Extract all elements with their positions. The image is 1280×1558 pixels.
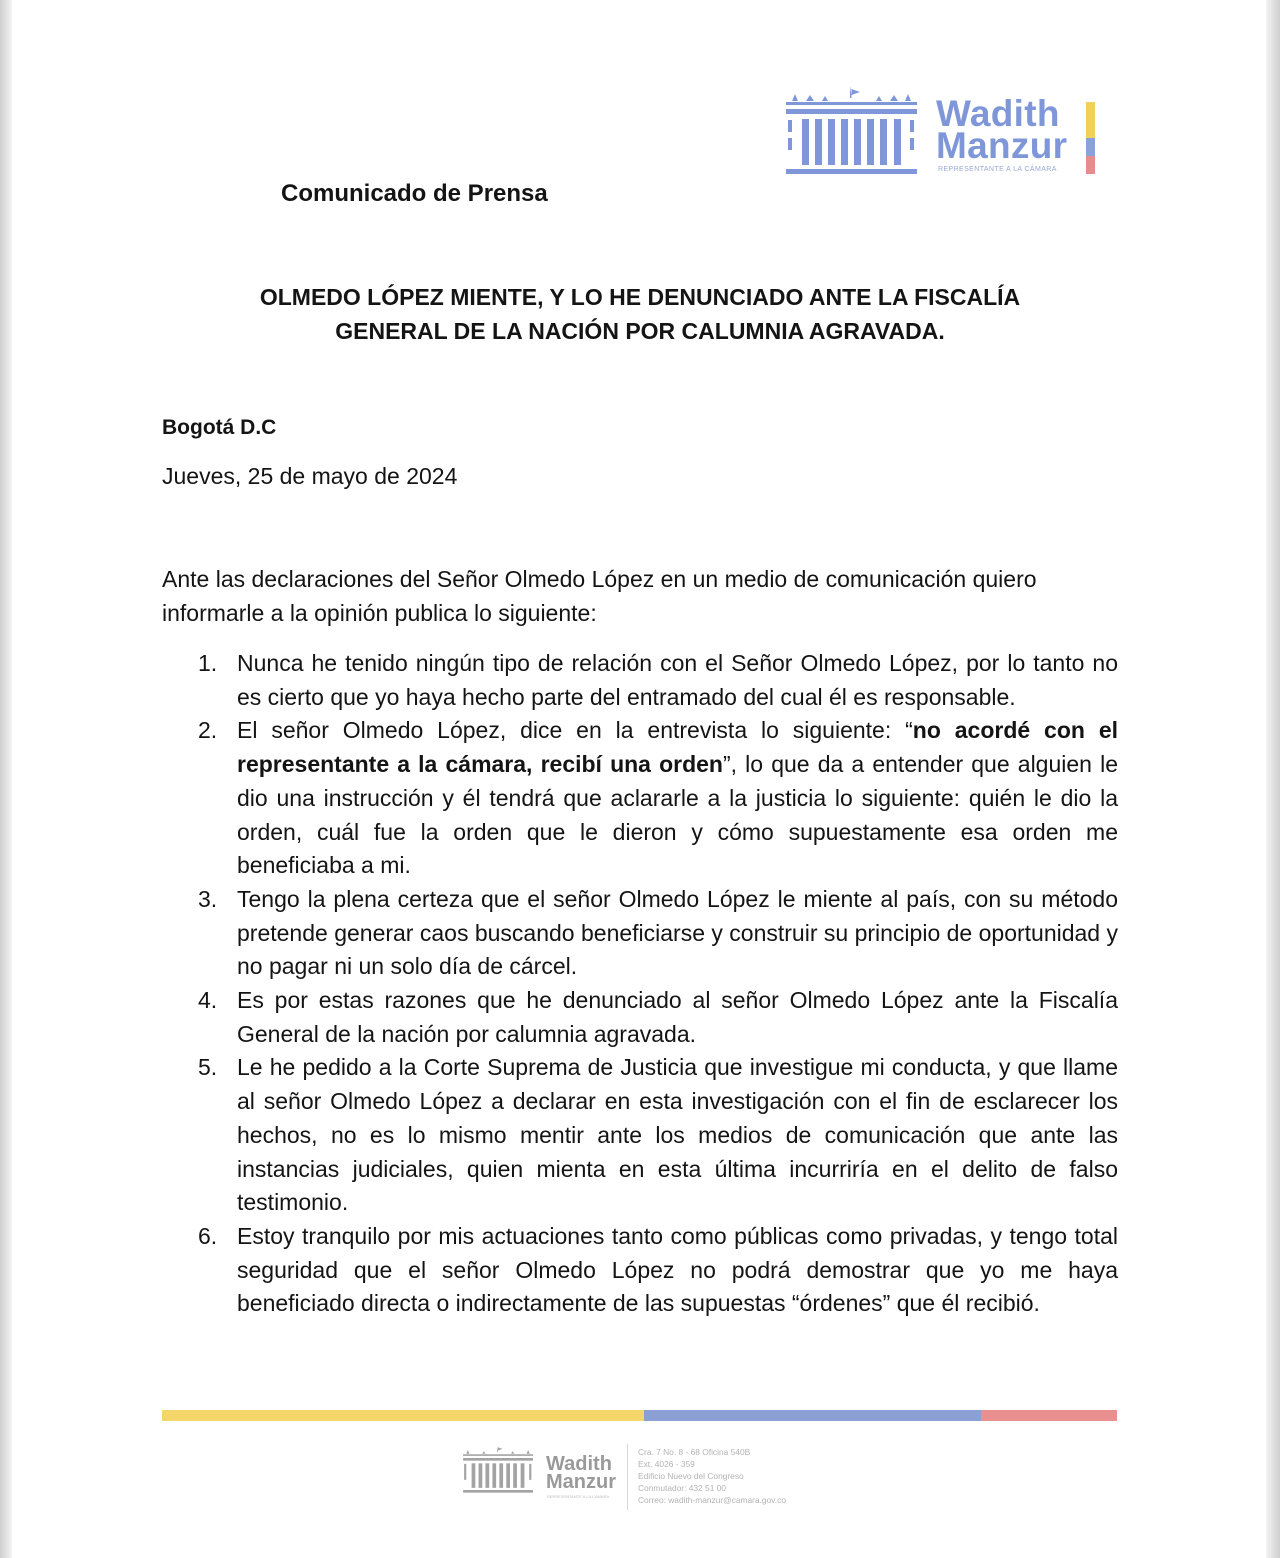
congress-building-icon <box>462 1442 534 1498</box>
points-list <box>162 647 1118 1321</box>
footer-brand-subtitle: REPRESENTANTE A LA CÁMARA <box>547 1494 610 1499</box>
brand-name-line1: Wadith <box>936 93 1060 134</box>
contact-email: Correo: wadith-manzur@camara.gov.co <box>638 1495 786 1506</box>
contact-phone: Conmutador: 432 51 00 <box>638 1483 726 1494</box>
list-item <box>162 647 1118 714</box>
header-logo <box>784 84 1104 184</box>
list-number: 3. <box>198 885 218 912</box>
flag-bar <box>1086 102 1095 174</box>
list-text-after: ”, lo que da a entender que alguien le dio una instrucción y él tendrá que aclararle a la justicia lo siguiente: quién le dio la orden, cuál fue la orden que le dieron y cómo supuestamente esa orden me beneficiaba a mi. <box>237 751 1118 879</box>
footer-logo <box>462 1442 822 1512</box>
contact-building: Edificio Nuevo del Congreso <box>638 1471 744 1482</box>
brand-name-line2: Manzur <box>936 125 1068 166</box>
flag-red <box>1086 156 1095 174</box>
headline-line1: OLMEDO LÓPEZ MIENTE, Y LO HE DENUNCIADO ANTE LA FISCALÍA <box>259 284 1021 310</box>
list-item <box>162 1051 1118 1220</box>
list-item <box>162 883 1118 984</box>
footer-color-bar <box>162 1410 1117 1421</box>
list-item <box>162 714 1118 883</box>
color-bar-yellow <box>162 1410 644 1421</box>
document-kicker: Comunicado de Prensa <box>281 180 548 207</box>
footer-brand-line1: Wadith <box>546 1453 612 1475</box>
page-edge-right <box>1266 0 1280 1558</box>
contact-address: Cra. 7 No. 8 - 68 Oficina 540B <box>638 1447 751 1457</box>
list-text: Le he pedido a la Corte Suprema de Justicia que investigue mi conducta, y que llame al señor Olmedo López a declarar en esta investigación con el fin de esclarecer los hechos, no es lo mismo mentir ante los medios de comunicación que ante las instancias judiciales, quien mienta en esta última incurriría en el delito de falso testimonio. <box>237 1054 1118 1216</box>
flag-yellow <box>1086 102 1095 138</box>
headline <box>160 280 1120 348</box>
list-text-before: El señor Olmedo López, dice en la entrevista lo siguiente: “ <box>237 717 913 744</box>
date: Jueves, 25 de mayo de 2024 <box>162 463 458 489</box>
color-bar-blue <box>644 1410 981 1421</box>
footer-brand-line2: Manzur <box>546 1471 616 1493</box>
list-text <box>237 717 1118 878</box>
list-text: Nunca he tenido ningún tipo de relación con el Señor Olmedo López, por lo tanto no es cierto que yo haya hecho parte del entramado del cual él es responsable. <box>237 650 1118 710</box>
page-edge-left <box>0 0 12 1558</box>
brand-name <box>936 93 1068 166</box>
list-number: 2. <box>198 717 218 744</box>
footer-brand-name <box>546 1455 616 1491</box>
list-number: 6. <box>198 1222 218 1249</box>
list-text: Es por estas razones que he denunciado al señor Olmedo López ante la Fiscalía General de la nación por calumnia agravada. <box>237 987 1118 1047</box>
color-bar-red <box>981 1410 1117 1421</box>
quote-bold: no acordé con el representante a la cámara, recibí una orden <box>237 717 1119 778</box>
footer-divider <box>627 1444 628 1510</box>
intro-paragraph: Ante las declaraciones del Señor Olmedo López en un medio de comunicación quiero informarle a la opinión publica lo siguiente: <box>162 566 1037 626</box>
list-number: 4. <box>198 987 218 1014</box>
flag-blue <box>1086 138 1095 156</box>
place: Bogotá D.C <box>162 416 277 439</box>
congress-building-icon <box>784 84 919 179</box>
brand-subtitle: REPRESENTANTE A LA CÁMARA <box>938 166 1057 173</box>
contact-extension: Ext. 4026 - 359 <box>638 1459 695 1470</box>
list-item <box>162 984 1118 1051</box>
list-item <box>162 1220 1118 1321</box>
list-text: Tengo la plena certeza que el señor Olmedo López le miente al país, con su método pretende generar caos buscando beneficiarse y construir su principio de oportunidad y no pagar ni un solo día de cárcel. <box>237 885 1118 980</box>
list-number: 1. <box>198 650 218 676</box>
footer-contact <box>638 1446 786 1506</box>
list-text: Estoy tranquilo por mis actuaciones tanto como públicas como privadas, y tengo total seguridad que el señor Olmedo López no podrá demostrar que yo me haya beneficiado directa o indirectamente de las supuestas “órdenes” que él recibió. <box>237 1222 1118 1317</box>
headline-line2: GENERAL DE LA NACIÓN POR CALUMNIA AGRAVADA. <box>335 318 945 344</box>
list-number: 5. <box>198 1054 218 1081</box>
